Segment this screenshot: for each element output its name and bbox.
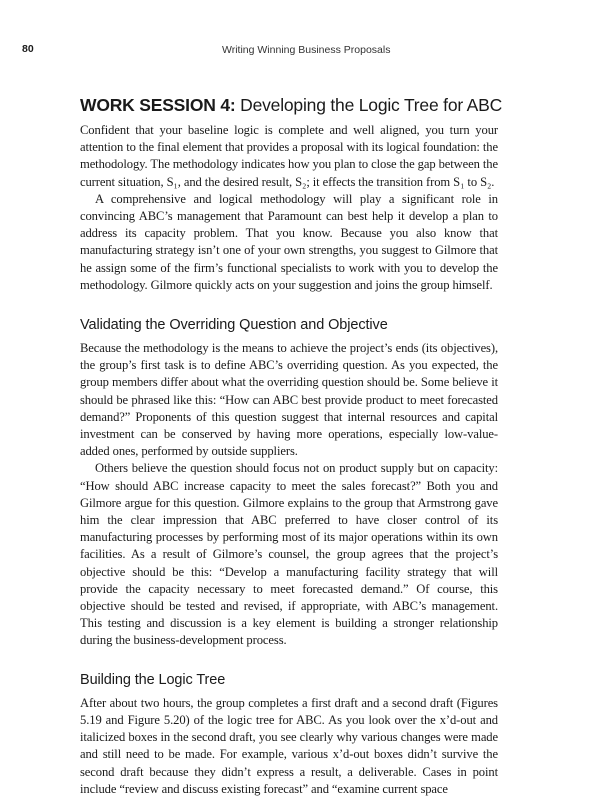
running-title: Writing Winning Business Proposals: [222, 44, 391, 56]
paragraph-capacity: Others believe the question should focus not on product supply but on capacity: “How should ABC increase capacity to meet the sales forecast?” Both you and Gilmore argue for this question. Gilmore explains to the group that Armstrong gave him the clear impression that ABC preferred to have closer control of its manufacturing processes by performing most of its major operations within its own facilities. As a result of Gilmore’s counsel, the group agrees that the project’s objective should be this: “Develop a manufacturing facility strategy that will provide the capacity necessary to meet forecasted demand.” Of course, this objective should be tested and revised, if appropriate, with ABC’s management. This testing and discussion is a key element is building a stronger relationship during the business-development process.: [80, 461, 498, 648]
paragraph-overriding-question: Because the methodology is the means to achieve the project’s ends (its objectives), the group’s first task is to define ABC’s overriding question. As you expected, the group members differ about what the overriding question should be. Some believe it should be phrased like this: “How can ABC best provide product to meet forecasted demand?” Proponents of this question suggest that internal resources and capital investment can be conserved by having more operations, especially low-value-added ones, performed by outside suppliers.: [80, 341, 498, 459]
paragraph-methodology: A comprehensive and logical methodology will play a significant role in convincing ABC’s management that Paramount can best help it develop a plan to address its capacity problem. That you know. Because you also know that manufacturing strategy isn’t one of your own strengths, you suggest to Gilmore that he assign some of the firm’s functional specialists to work with you to develop the methodology. Gilmore quickly acts on your suggestion and joins the group himself.: [80, 191, 498, 292]
page-body: [80, 94, 503, 798]
section-title-prefix: WORK SESSION 4:: [80, 95, 236, 115]
section-title-text: Developing the Logic Tree for ABC: [235, 95, 503, 115]
page-number: 80: [22, 43, 34, 55]
subheading-building: Building the Logic Tree: [80, 671, 226, 688]
subheading-validating: Validating the Overriding Question and Objective: [80, 317, 388, 334]
section-title: [80, 94, 503, 116]
paragraph-logic-tree: After about two hours, the group completes a first draft and a second draft (Figures 5.19 and Figure 5.20) of the logic tree for ABC. As you look over the x’d-out and italicized boxes in the second draft, you see clearly why various changes were made and still need to be made. For example, various x’d-out boxes didn’t survive the second draft because they didn’t express a result, a deliverable. Cases in point include “review and discuss existing forecast” and “examine current space: [80, 695, 498, 796]
page-header: [0, 43, 603, 59]
paragraph-intro: Confident that your baseline logic is complete and well aligned, you turn your attention to the final element that provides a proposal with its logical foundation: the methodology. The methodology indicates how you plan to close the gap between the current situation, S₁, and the desired result, S₂; it effects the transition from S₁ to S₂.: [80, 123, 498, 189]
